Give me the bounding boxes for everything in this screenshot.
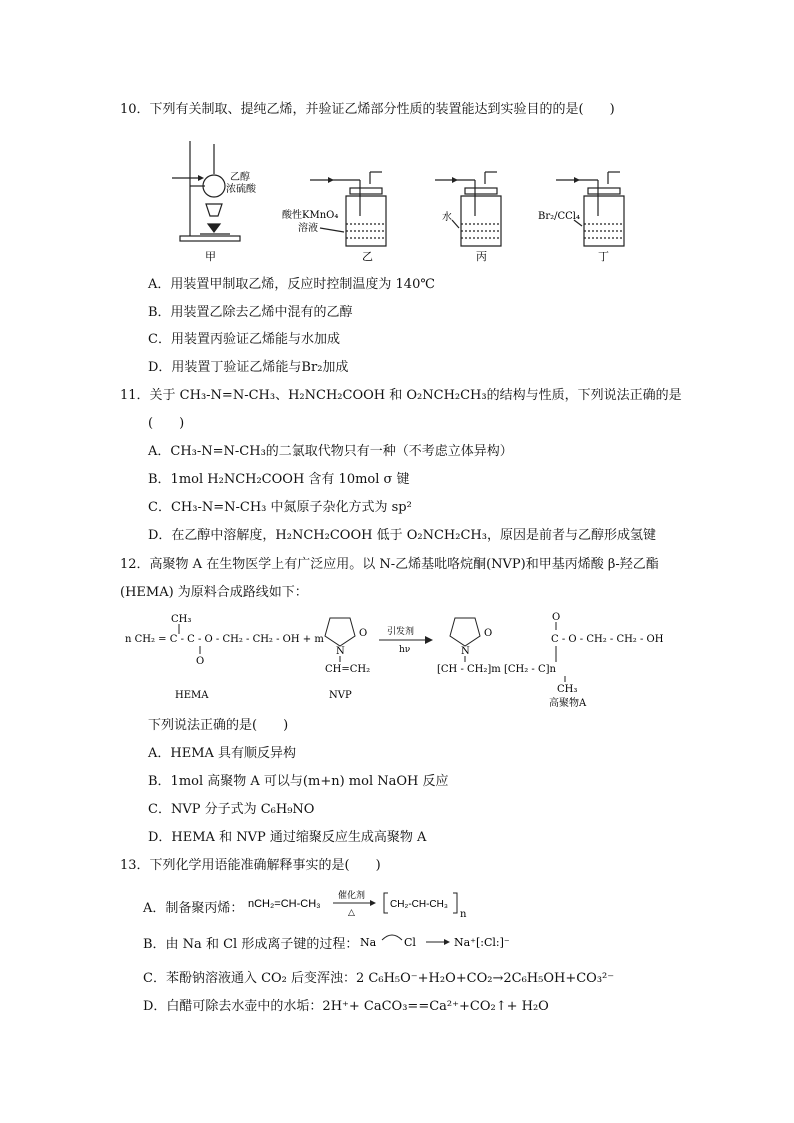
caption-ding: 丁 xyxy=(598,250,609,263)
propylene: nCH₂=CH-CH₃ xyxy=(248,898,321,910)
apparatus-ding xyxy=(556,172,624,246)
arrow-icon xyxy=(425,636,433,644)
yi-label-solution: 溶液 xyxy=(298,223,318,234)
nvp-o: O xyxy=(359,628,368,639)
q11-option-b: B．1mol H₂NCH₂COOH 含有 10mol σ 键 xyxy=(148,472,410,487)
nvp-vinyl: CH=CH₂ xyxy=(325,664,371,675)
q12-stem: 12．高聚物 A 在生物医学上有广泛应用。以 N-乙烯基吡咯烷酮(NVP)和甲基丙烯酸 β-羟乙酯 xyxy=(120,557,659,572)
arrow-icon xyxy=(198,175,204,181)
apparatus-bing xyxy=(435,172,501,246)
product-ester: C - O - CH₂ - CH₂ - OH xyxy=(551,634,664,645)
nvp-n: N xyxy=(336,646,345,657)
q10-option-d: D．用装置丁验证乙烯能与Br₂加成 xyxy=(148,360,349,375)
caption-bing: 丙 xyxy=(476,250,487,263)
q13-option-c: C．苯酚钠溶液通入 CO₂ 后变浑浊：2 C₆H₅O⁻+H₂O+CO₂→2C₆H₅OH+CO₃²⁻ xyxy=(143,971,615,986)
q12-option-b: B．1mol 高聚物 A 可以与(m+n) mol NaOH 反应 xyxy=(148,774,449,789)
q12-option-c: C．NVP 分子式为 C₆H₉NO xyxy=(148,802,315,817)
q13-option-a-equation xyxy=(248,885,478,925)
caption-yi: 乙 xyxy=(362,250,373,263)
arrow-icon xyxy=(328,177,334,183)
product-chain: [CH - CH₂]m [CH₂ - C]n xyxy=(437,664,556,675)
nvp-ring xyxy=(325,618,355,646)
q11-stem-paren: ( ) xyxy=(148,416,185,431)
q12-option-a: A．HEMA 具有顺反异构 xyxy=(148,746,297,761)
product-ring xyxy=(450,618,480,646)
q10-option-b: B．用装置乙除去乙烯中混有的乙醇 xyxy=(148,305,353,320)
q11-option-d: D．在乙醇中溶解度，H₂NCH₂COOH 低于 O₂NCH₂CH₃，原因是前者与乙醇形成氢键 xyxy=(148,528,656,543)
label-hema: HEMA xyxy=(175,690,209,701)
q11-option-c: C．CH₃-N=N-CH₃ 中氮原子杂化方式为 sp² xyxy=(148,500,412,515)
q13-option-b-prefix: B．由 Na 和 Cl 形成离子键的过程： xyxy=(143,937,359,952)
yi-label-kmno4: 酸性KMnO₄ xyxy=(282,210,339,221)
ch3-label: CH₃ xyxy=(171,614,192,625)
heat-symbol: △ xyxy=(348,908,355,918)
polymer-n: n xyxy=(460,909,467,920)
hema-formula: n CH₂ = C - C - O - CH₂ - CH₂ - OH + m xyxy=(125,634,324,645)
q13-stem: 13．下列化学用语能准确解释事实的是( ) xyxy=(120,858,381,873)
q12-synthesis-scheme xyxy=(125,610,685,710)
q13-option-a-prefix: A．制备聚丙烯： xyxy=(143,901,244,916)
product-ring-n: N xyxy=(461,646,470,657)
q13-option-b-diagram xyxy=(360,928,520,958)
q10-option-c: C．用装置丙验证乙烯能与水加成 xyxy=(148,332,340,347)
arrow-icon xyxy=(452,177,458,183)
jia-label-ethanol: 乙醇 xyxy=(230,172,250,183)
q12-stem-cont: (HEMA) 为原料合成路线如下： xyxy=(120,585,308,600)
arrow-initiator: 引发剂 xyxy=(387,627,415,637)
nacl-product: Na⁺[:Cl:]⁻ xyxy=(454,936,510,949)
q10-stem: 10．下列有关制取、提纯乙烯，并验证乙烯部分性质的装置能达到实验目的的是( ) xyxy=(120,102,615,117)
label-polymer-a: 高聚物A xyxy=(549,698,587,709)
q12-option-d: D．HEMA 和 NVP 通过缩聚反应生成高聚物 A xyxy=(148,830,427,845)
q11-option-a: A．CH₃-N=N-CH₃的二氯取代物只有一种（不考虑立体异构） xyxy=(148,444,513,459)
product-ring-o: O xyxy=(484,628,493,639)
na-atom: Na xyxy=(360,936,377,949)
arrow-icon xyxy=(574,177,580,183)
polypropylene: CH₂-CH-CH₃ xyxy=(390,899,448,910)
q12-question: 下列说法正确的是( ) xyxy=(148,718,289,733)
caption-jia: 甲 xyxy=(205,250,216,263)
q11-stem: 11．关于 CH₃-N=N-CH₃、H₂NCH₂COOH 和 O₂NCH₂CH₃的结构与性质，下列说法正确的是 xyxy=(120,388,682,403)
jia-label-acid: 浓硫酸 xyxy=(226,184,256,195)
product-o: O xyxy=(552,612,561,623)
catalyst-label: 催化剂 xyxy=(338,891,366,901)
arrow-hv: hν xyxy=(399,645,411,655)
bing-label-water: 水 xyxy=(442,212,452,223)
q10-apparatus-figure xyxy=(170,136,640,266)
ding-label-br2: Br₂/CCl₄ xyxy=(538,211,581,222)
label-nvp: NVP xyxy=(329,690,352,701)
arrow-icon xyxy=(370,900,376,906)
q13-option-d: D．白醋可除去水壶中的水垢：2H⁺+ CaCO₃==Ca²⁺+CO₂↑+ H₂O xyxy=(143,999,549,1014)
arrow-icon xyxy=(444,939,450,945)
q10-option-a: A．用装置甲制取乙烯，反应时控制温度为 140℃ xyxy=(148,277,435,292)
hema-o: O xyxy=(196,656,205,667)
cl-atom: Cl xyxy=(404,936,416,949)
product-ch3: CH₃ xyxy=(557,684,578,695)
apparatus-yi xyxy=(310,172,386,246)
